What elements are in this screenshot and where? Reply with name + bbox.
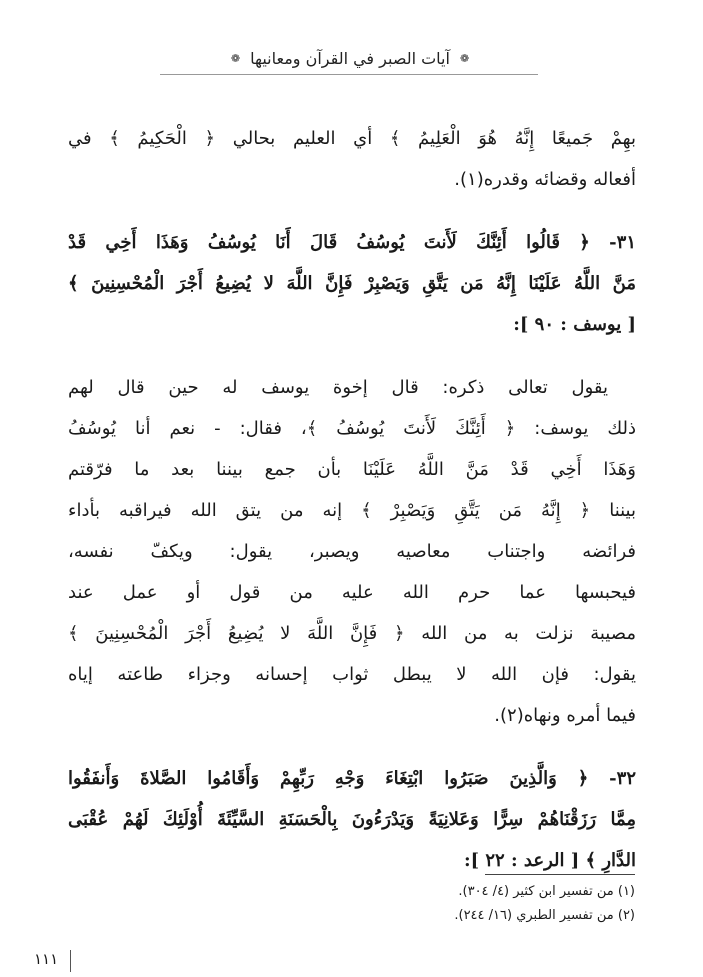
text-line: يقول: فإن الله لا يبطل ثواب إحسانه وجزاء طاعته إياه	[68, 664, 636, 685]
verse-32	[68, 758, 636, 881]
verse-reference: [ يوسف : ٩٠ ]:	[513, 314, 636, 335]
commentary-31	[68, 367, 636, 736]
text-line: فيحبسها عما حرم الله عليه من قول أو عمل عند	[68, 582, 636, 603]
page-number: ١١١	[34, 950, 59, 968]
verse-31	[68, 222, 636, 345]
header-title: آيات الصبر في القرآن ومعانيها	[250, 48, 450, 68]
verse-line: مِمَّا رَزَقْنَاهُمْ سِرًّا وَعَلانِيَةً وَيَدْرَءُونَ بِالْحَسَنَةِ السَّيِّئَةَ أُوْلَئِكَ لَهُمْ عُقْبَى	[68, 809, 636, 830]
text-line: بهِمْ جَميعًا إِنَّهُ هُوَ الْعَلِيمُ ﴾ أي العليم بحالي ﴿ الْحَكِيمُ ﴾ في	[68, 128, 636, 149]
footnote-1: (١) من تفسير ابن كثير (٤/ ٣٠٤).	[458, 884, 635, 899]
footnotes	[235, 880, 635, 928]
footnote-rule	[485, 874, 635, 875]
header-rule	[160, 74, 538, 75]
verse-reference: الدَّارِ ﴾ [ الرعد : ٢٢ ]:	[463, 850, 636, 871]
header-ornament-right: ❁	[459, 51, 470, 65]
running-header	[150, 40, 550, 76]
text-line: أفعاله وقضائه وقدره(١).	[454, 169, 636, 190]
text-line: ذلك يوسف: ﴿ أَئِنَّكَ لَأَنتَ يُوسُفُ ﴾، فقال: - نعم أنا يُوسُفُ	[68, 418, 636, 439]
header-ornament-left: ❁	[230, 51, 241, 65]
text-line: فرائضه واجتناب معاصيه ويصبر، يقول: ويكفّ نفسه،	[68, 541, 636, 562]
text-line: مصيبة نزلت به من الله ﴿ فَإِنَّ اللَّهَ لا يُضِيعُ أَجْرَ الْمُحْسِنِينَ ﴾	[68, 623, 636, 644]
text-line: يقول تعالى ذكره: قال إخوة يوسف له حين قال لهم	[68, 377, 608, 398]
footnote-2: (٢) من تفسير الطبري (١٦/ ٢٤٤).	[454, 908, 635, 923]
page-number-rule	[70, 950, 71, 972]
page-body	[68, 118, 636, 881]
text-line: فيما أمره ونهاه(٢).	[494, 705, 636, 726]
continuation-paragraph	[68, 118, 636, 200]
verse-line: ٣١- ﴿ قَالُوا أَئِنَّكَ لَأَنتَ يُوسُفُ قَالَ أَنَا يُوسُفُ وَهَذَا أَخِي قَدْ	[68, 232, 636, 253]
verse-line: ٣٢- ﴿ وَالَّذِينَ صَبَرُوا ابْتِغَاءَ وَجْهِ رَبِّهِمْ وَأَقَامُوا الصَّلاةَ وَأَنفَقُوا	[68, 768, 636, 789]
text-line: وَهَذَا أَخِي قَدْ مَنَّ اللَّهُ عَلَيْنَا بأن جمع بيننا بعد ما فرّقتم	[68, 459, 636, 480]
verse-line: مَنَّ اللَّهُ عَلَيْنَا إِنَّهُ مَن يَتَّقِ وَيَصْبِرْ فَإِنَّ اللَّهَ لا يُضِيعُ أَجْرَ الْمُحْسِنِينَ ﴾	[68, 273, 636, 294]
text-line: بيننا ﴿ إِنَّهُ مَن يَتَّقِ وَيَصْبِرْ ﴾ إنه من يتق الله فيراقبه بأداء	[68, 500, 636, 521]
